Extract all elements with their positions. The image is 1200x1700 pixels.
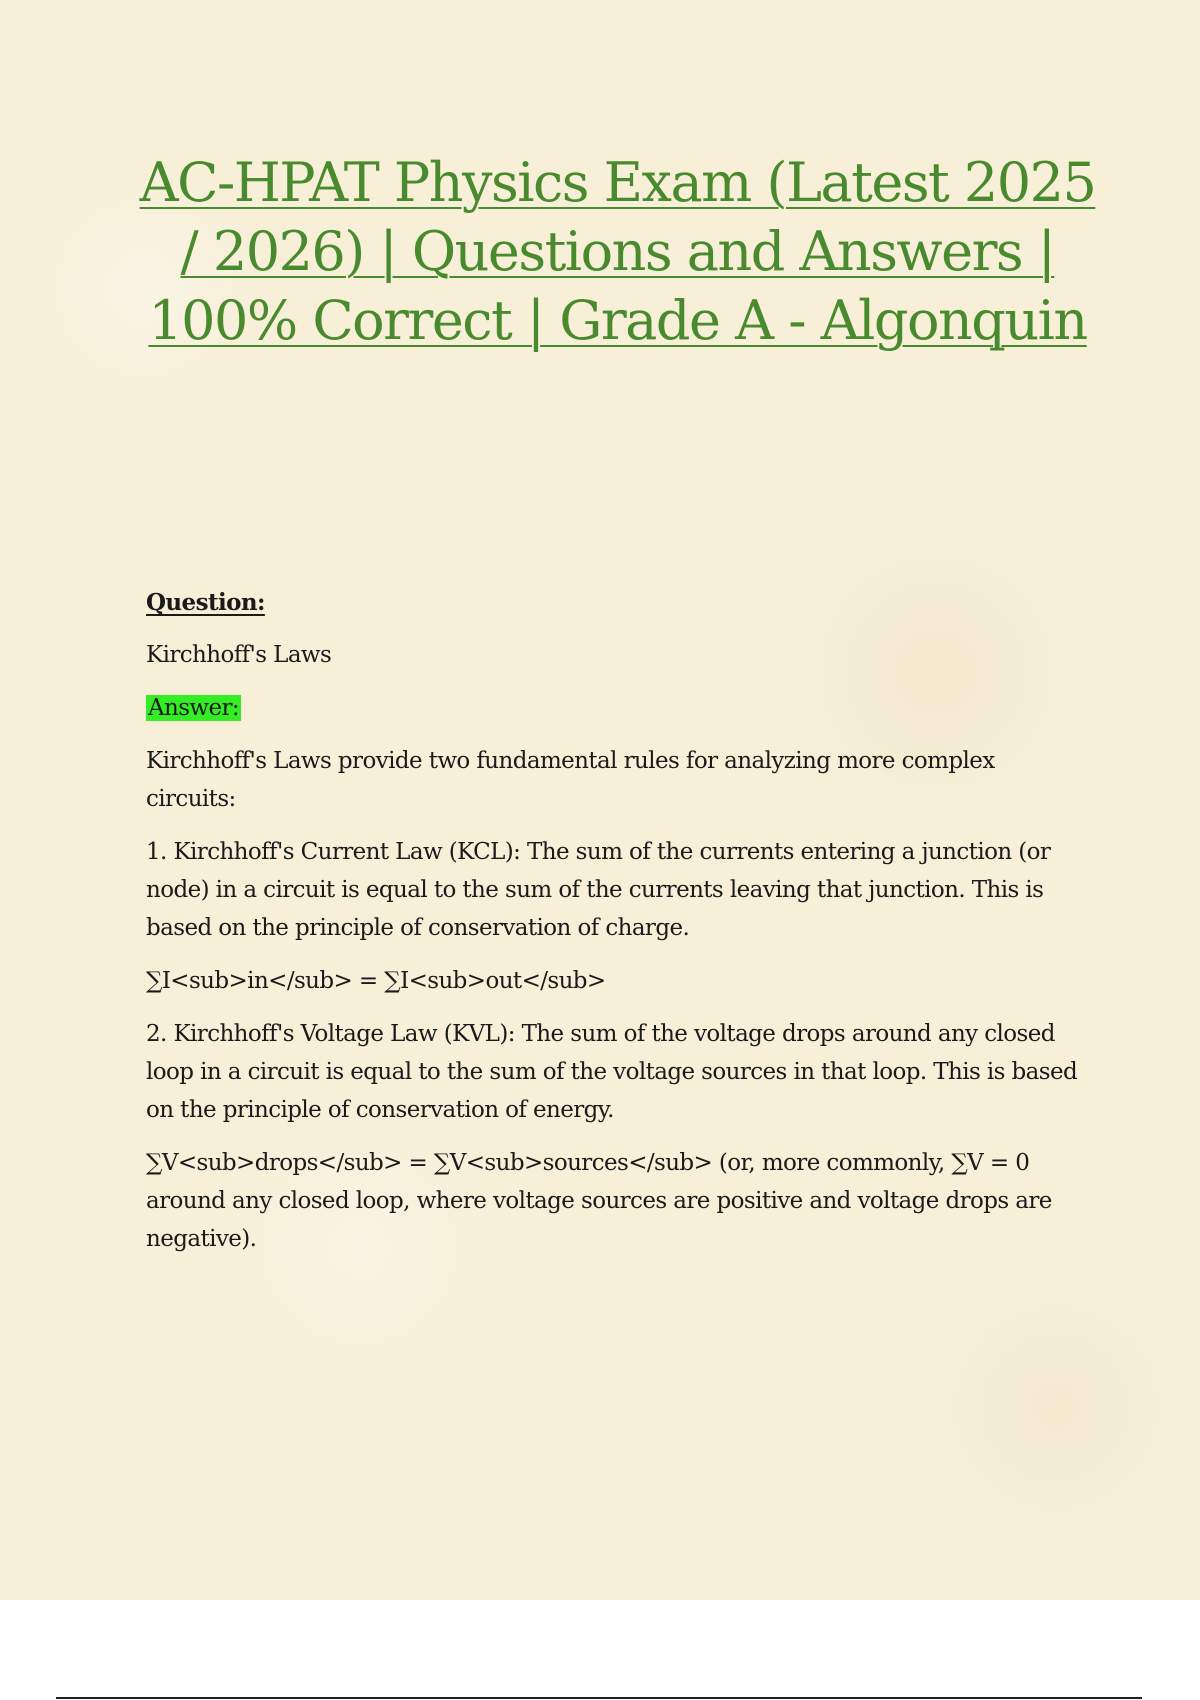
document-title: AC-HPAT Physics Exam (Latest 2025 / 2026) | Questions and Answers | 100% Correct | Grade A - Algonquin bbox=[139, 151, 1096, 352]
answer-formula-kvl: ∑V<sub>drops</sub> = ∑V<sub>sources</sub> (or, more commonly, ∑V = 0 around any closed loop, where voltage sources are positive and voltage drops are negative). bbox=[146, 1150, 1052, 1252]
question-text: Kirchhoff's Laws bbox=[146, 642, 332, 668]
question-answer-block bbox=[146, 584, 1086, 1273]
answer-formula-kcl: ∑I<sub>in</sub> = ∑I<sub>out</sub> bbox=[146, 968, 606, 994]
answer-paragraph-kvl: 2. Kirchhoff's Voltage Law (KVL): The sum of the voltage drops around any closed loop in a circuit is equal to the sum of the voltage sources in that loop. This is based on the principle of conservation of energy. bbox=[146, 1021, 1078, 1123]
question-label: Question: bbox=[146, 589, 265, 616]
answer-paragraph-kcl: 1. Kirchhoff's Current Law (KCL): The sum of the currents entering a junction (or node) in a circuit is equal to the sum of the currents leaving that junction. This is based on the principle of conservation of charge. bbox=[146, 839, 1051, 941]
footer-divider bbox=[56, 1697, 1142, 1699]
answer-label-row bbox=[146, 689, 1086, 727]
answer-label: Answer: bbox=[148, 695, 240, 721]
answer-paragraph-intro: Kirchhoff's Laws provide two fundamental rules for analyzing more complex circuits: bbox=[146, 748, 995, 812]
